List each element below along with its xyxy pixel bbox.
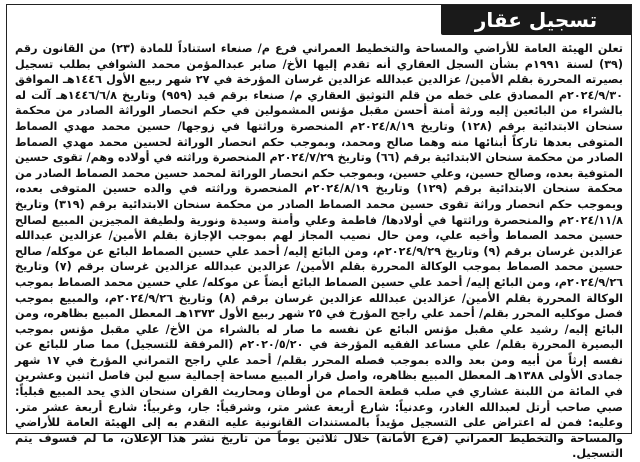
notice-box	[6, 4, 632, 461]
notice-body: تعلن الهيئة العامة للأراضي والمساحة والتخطيط العمراني فرع م/ صنعاء استناداً للمادة (٢٣) من القانون رقم (٣٩) لسنة ١٩٩١م بشأن السجل العقاري أنه تقدم إليها الأخ/ صابر عبدالمؤمن محمد الشوافي بطلب تسجيل بصيرته المحررة بقلم الأمين/ عزالدين عبدالله عزالدين غرسان المؤرخة في ٢٧ شهر ربيع الأول ١٤٤٦هـ الموافق ٢٠٢٤/٩/٣٠م المصادق على خطه من قلم التوثيق العقاري م/ صنعاء برقم قيد (٩٥٩) وتاريخ ١٤٤٦/٦/٨هـ آلت له بالشراء من البائعين إليه ورثة أمنة أحسن مقبل مؤنس المشمولين في حكم انحصار الوراثة الصادر من محكمة سنحان الابتدائية برقم (١٢٨) وتاريخ ٢٠٢٤/٨/١٩م المنحصرة وراثتها في زوجها/ حسين محمد مهدي الصماط المتوفى بعدها تاركاً أبنائها منه وهما صالح ومحمد، وبموجب حكم انحصار الوراثة لحسين محمد مهدي الصماط الصادر من محكمة سنحان الابتدائية برقم (٦٦) وتاريخ ٢٠٢٤/٧/٢٩م المنحصرة وراثته في أولاده وهم/ تقوى حسين المتوفية بعده، وصالح حسين، وعلي حسين، وبموجب حكم انحصار الوراثة لمحمد حسين محمد الصماط الصادر من محكمة سنحان الابتدائية برقم (١٢٩) وتاريخ ٢٠٢٤/٨/١٩م المنحصرة وراثته في والده حسين المتوفى بعده، وبموجب حكم انحصار وراثة تقوى حسين محمد الصماط الصادر من محكمة سنحان الابتدائية برقم (٣١٩) وتاريخ ٢٠٢٤/١١/٨م والمنحصرة وراثتها في أولادها/ فاطمة وعلي وأمنة وسيدة ونورية ولطيفة المجيزين المبيع لصالح حسين محمد الصماط وأخيه علي، ومن حال نصيب المجاز لهم بموجب الإجازة بقلم الأمين/ عزالدين عبدالله عزالدين غرسان برقم (٩) وتاريخ ٢٠٢٤/٩/٢٩م، ومن البائع إليه/ أحمد علي حسين الصماط البائع عن موكله/ صالح حسين محمد الصماط بموجب الوكالة المحررة بقلم الأمين/ عزالدين عبدالله عزالدين غرسان برقم (٧) وتاريخ ٢٠٢٤/٩/٢٦م، ومن البائع إليه/ أحمد علي حسين الصماط البائع أيضاً عن موكله/ علي حسين محمد الصماط بموجب الوكالة المحررة بقلم الأمين/ عزالدين عبدالله عزالدين غرسان برقم (٨) وتاريخ ٢٠٢٤/٩/٢٦م، والمبيع بموجب فصل موكليه المحرر بقلم/ أحمد علي راجح المؤرخ في ٢٥ شهر ربيع الأول ١٣٧٣هـ المعطل المبيع بظاهره، ومن البائع إليه/ رشيد علي مقبل مؤنس البائع عن نفسه ما صار له بالشراء من الأخ/ علي مقبل مؤنس بموجب البصيرة المحررة بقلم/ علي مساعد الفقيه المؤرخة في ٢٠٢٠/٥/٢٠م (المرفقة للتسجيل) مما صار للبائع عن نفسه إرثاً من أبيه ومن بعد والده بموجب فصله المحرر بقلم/ أحمد علي راجح التمراني المؤرخ في ١٧ شهر جمادى الأولى ١٣٨٨هـ المعطل المبيع بظاهره، واصل قرار المبيع مساحة إجمالية سبع لبن فاصل اثنين وعشرين في المائة من اللبنة عشاري في صلب قطعة الحمام من أوطان ومحاريث القران سنحان الذي يحد المبيع قبلياً: صبي صاحب أرتل لعبدالله الغادر، وعدنياً: شارع أربعة عشر متر، وشرقياً: جار، وغربياً: شارع أربعة عشر متر. وعليه: فمن له اعتراض على التسجيل مؤيداً بالمستندات القانونية عليه التقدم به إلى الهيئة العامة للأراضي والمساحة والتخطيط العمراني (فرع الأمانة) خلال ثلاثين يوماً من تاريخ نشر هذا الإعلان، ما لم فسوف يتم التسجيل.	[15, 42, 624, 461]
notice-title: تسجيل عقار	[441, 5, 631, 35]
